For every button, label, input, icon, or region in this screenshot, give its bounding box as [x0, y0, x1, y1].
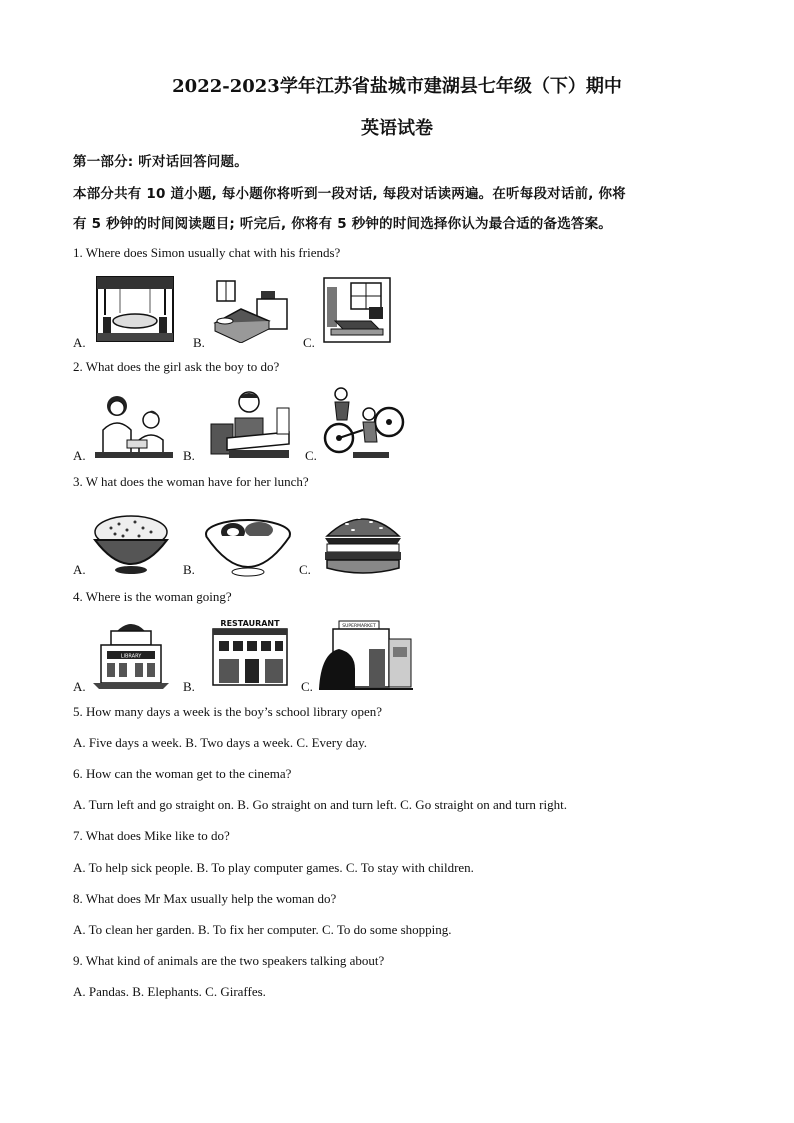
- question-2-options: [73, 386, 713, 466]
- option-b-label[interactable]: B.: [183, 562, 195, 577]
- question-8-text: 8. What does Mr Max usually help the woman do?: [73, 891, 337, 906]
- bedroom-icon: [211, 277, 293, 343]
- option-a-label[interactable]: A.: [73, 562, 86, 577]
- question-9-text: 9. What kind of animals are the two speakers talking about?: [73, 953, 385, 968]
- instruction-line-1: 本部分共有 10 道小题, 每小题你将听到一段对话, 每段对话读两遍。在听每段对话前, 你将: [73, 186, 626, 202]
- option-c-label[interactable]: C.: [305, 448, 317, 463]
- question-3-options: [73, 504, 713, 584]
- question-9-options[interactable]: A. Pandas. B. Elephants. C. Giraffes.: [73, 984, 266, 999]
- question-5-options[interactable]: A. Five days a week. B. Two days a week. C. Every day.: [73, 735, 368, 750]
- page-title: 2022-2023学年江苏省盐城市建湖县七年级（下）期中: [172, 76, 622, 97]
- option-c-label[interactable]: C.: [303, 335, 315, 350]
- restaurant-building-icon: [209, 617, 291, 689]
- instruction-line-2: 有 5 秒钟的时间阅读题目; 听完后, 你将有 5 秒钟的时间选择你认为最合适的备选答案。: [73, 216, 613, 232]
- rice-bowl-icon: [91, 510, 171, 576]
- dining-room-icon: [95, 275, 175, 343]
- option-a-label[interactable]: A.: [73, 679, 86, 694]
- question-3-text: 3. W hat does the woman have for her lunch?: [73, 474, 309, 489]
- restaurant-sign: RESTAURANT: [220, 619, 280, 628]
- question-6-options[interactable]: A. Turn left and go straight on. B. Go straight on and turn left. C. Go straight on and turn right.: [73, 797, 567, 812]
- option-a-label[interactable]: A.: [73, 448, 86, 463]
- option-b-label[interactable]: B.: [193, 335, 205, 350]
- question-1-options: [73, 273, 713, 353]
- question-7-options[interactable]: A. To help sick people. B. To play computer games. C. To stay with children.: [73, 860, 474, 875]
- doing-homework-icon: [207, 388, 295, 460]
- question-8-options[interactable]: A. To clean her garden. B. To fix her computer. C. To do some shopping.: [73, 922, 452, 937]
- question-6-text: 6. How can the woman get to the cinema?: [73, 766, 292, 781]
- part-heading: 第一部分: 听对话回答问题。: [73, 154, 248, 170]
- option-a-label[interactable]: A.: [73, 335, 86, 350]
- hamburger-icon: [323, 508, 403, 578]
- question-1-text: 1. Where does Simon usually chat with his friends?: [73, 245, 341, 260]
- reading-together-icon: [93, 390, 175, 460]
- page-subtitle: 英语试卷: [361, 118, 433, 139]
- option-c-label[interactable]: C.: [299, 562, 311, 577]
- option-b-label[interactable]: B.: [183, 679, 195, 694]
- living-room-icon: [323, 277, 391, 343]
- supermarket-building-icon: [319, 619, 413, 691]
- option-c-label[interactable]: C.: [301, 679, 313, 694]
- library-sign: LIBRARY: [120, 653, 142, 660]
- riding-bike-icon: [323, 386, 407, 460]
- question-5-text: 5. How many days a week is the boy’s school library open?: [73, 704, 383, 719]
- supermarket-sign: SUPERMARKET: [342, 624, 376, 629]
- question-7-text: 7. What does Mike like to do?: [73, 828, 230, 843]
- question-2-text: 2. What does the girl ask the boy to do?: [73, 359, 280, 374]
- question-4-text: 4. Where is the woman going?: [73, 589, 232, 604]
- option-b-label[interactable]: B.: [183, 448, 195, 463]
- library-building-icon: [91, 617, 171, 691]
- noodles-bowl-icon: [203, 508, 293, 578]
- question-4-options: [73, 617, 713, 697]
